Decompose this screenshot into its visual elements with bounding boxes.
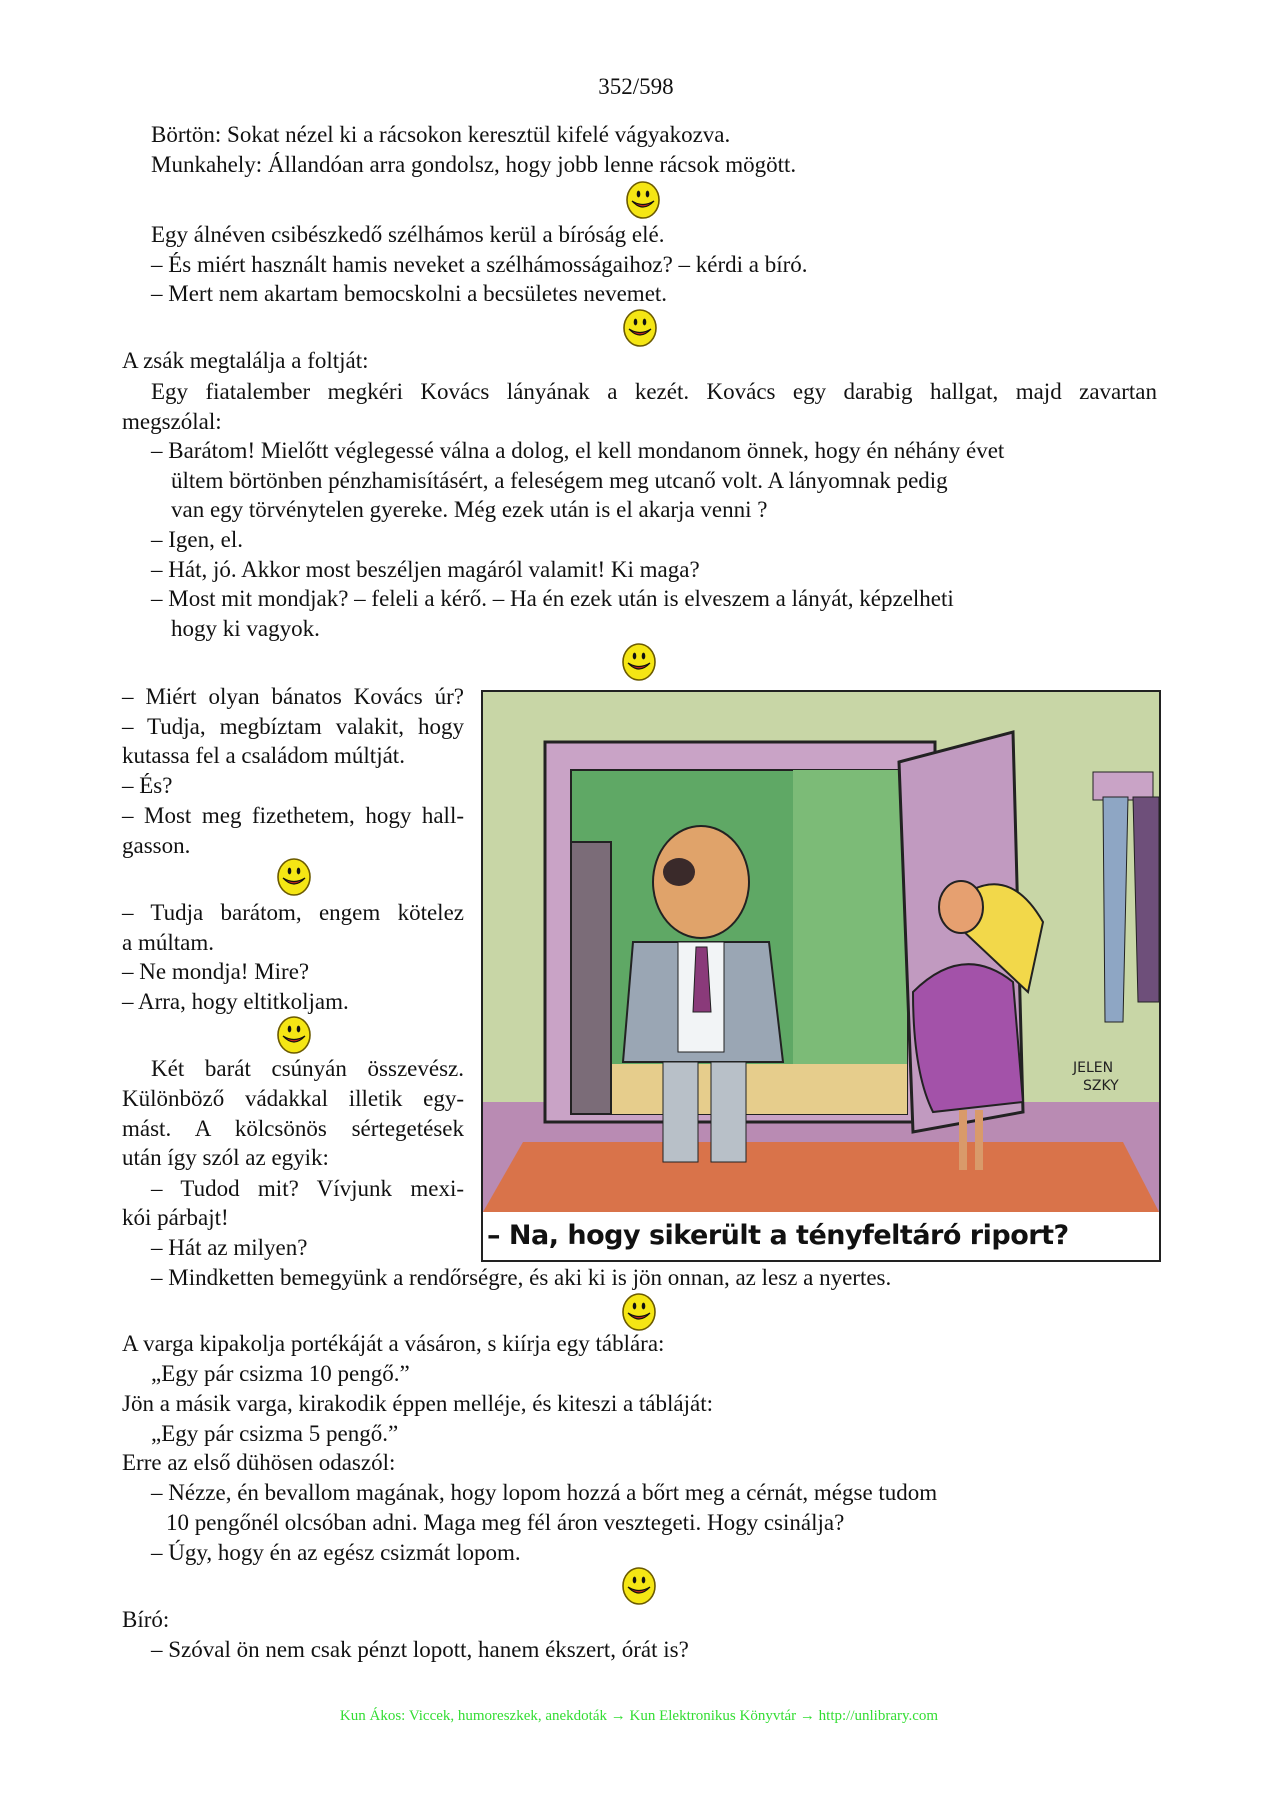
text-line: Bíró: [122, 1607, 170, 1632]
text-line: – Most meg fizethetem, hogy hall- [122, 803, 464, 828]
text-line: „Egy pár csizma 5 pengő.” [151, 1421, 399, 1446]
text-line: Börtön: Sokat nézel ki a rácsokon keresztül kifelé vágyakozva. [151, 122, 731, 147]
text-line: – Hát, jó. Akkor most beszéljen magáról valamit! Ki maga? [151, 557, 700, 582]
text-line: – Barátom! Mielőtt véglegessé válna a dolog, el kell mondanom önnek, hogy én néhány évet [151, 438, 1005, 463]
text-line: – Mert nem akartam bemocskolni a becsületes nevemet. [151, 281, 668, 306]
text-line: 10 pengőnél olcsóban adni. Maga meg fél áron vesztegeti. Hogy csinálja? [166, 1510, 845, 1535]
text-line: gasson. [122, 833, 191, 858]
smiley-icon [621, 642, 657, 682]
text-line: mást. A kölcsönös sértegetések [122, 1116, 464, 1141]
text-line: Különböző vádakkal illetik egy- [122, 1086, 464, 1111]
text-line: Munkahely: Állandóan arra gondolsz, hogy jobb lenne rácsok mögött. [151, 152, 797, 177]
text-line: a múltam. [122, 930, 214, 955]
text-line: – Arra, hogy eltitkoljam. [122, 989, 349, 1014]
text-line: – Most mit mondjak? – feleli a kérő. – Ha én ezek után is elveszem a lányát, képzelheti [151, 586, 954, 611]
text-line: Egy fiatalember megkéri Kovács lányának a kezét. Kovács egy darabig hallgat, majd zavartan [151, 379, 1157, 404]
cartoon-caption: – Na, hogy sikerült a tényfeltáró riport? [483, 1212, 1159, 1260]
text-line: Két barát csúnyán összevész. [151, 1056, 464, 1081]
text-line: Egy álnéven csibészkedő szélhámos kerül a bíróság elé. [151, 222, 665, 247]
text-line: – Szóval ön nem csak pénzt lopott, hanem ékszert, órát is? [151, 1637, 689, 1662]
text-line: után így szól az egyik: [122, 1145, 329, 1170]
text-line: megszólal: [122, 409, 222, 434]
text-line: van egy törvénytelen gyereke. Még ezek után is el akarja venni ? [171, 497, 768, 522]
smiley-icon [276, 1015, 312, 1055]
text-line: kói párbajt! [122, 1205, 229, 1230]
text-line: A zsák megtalálja a foltját: [122, 348, 369, 373]
smiley-icon [622, 308, 658, 348]
text-line: – Ne mondja! Mire? [122, 959, 310, 984]
text-line: – Tudja barátom, engem kötelez [122, 900, 464, 925]
text-line: – Miért olyan bánatos Kovács úr? [122, 684, 464, 709]
svg-text:SZKY: SZKY [1083, 1078, 1119, 1094]
smiley-icon [621, 1292, 657, 1332]
text-line: – Igen, el. [151, 527, 243, 552]
text-line: hogy ki vagyok. [171, 616, 320, 641]
text-line: A varga kipakolja portékáját a vásáron, s kiírja egy táblára: [122, 1331, 665, 1356]
smiley-icon [625, 180, 661, 220]
text-line: – Nézze, én bevallom magának, hogy lopom hozzá a bőrt meg a cérnát, mégse tudom [151, 1480, 938, 1505]
footer-link[interactable]: Kun Ákos: Viccek, humoreszkek, anekdoták → Kun Elektronikus Könyvtár → http://unlibrary.com [339, 1708, 939, 1724]
text-line: kutassa fel a családom múltját. [122, 743, 405, 768]
text-line: – Úgy, hogy én az egész csizmát lopom. [151, 1540, 521, 1565]
text-line: Jön a másik varga, kirakodik éppen melléje, és kiteszi a tábláját: [122, 1391, 713, 1416]
cartoon-image [481, 690, 1161, 1262]
smiley-icon [276, 857, 312, 897]
text-line: Erre az első dühösen odaszól: [122, 1450, 396, 1475]
text-line: „Egy pár csizma 10 pengő.” [151, 1361, 410, 1386]
text-line: – Tudja, megbíztam valakit, hogy [122, 714, 464, 739]
text-line: ültem börtönben pénzhamisításért, a feleségem meg utcanő volt. A lányomnak pedig [171, 468, 948, 493]
text-line: – És miért használt hamis neveket a szélhámosságaihoz? – kérdi a bíró. [151, 252, 808, 277]
smiley-icon [621, 1566, 657, 1606]
cartoon-drawing [483, 692, 1159, 1212]
page-number: 352/598 [598, 74, 674, 99]
text-line: – Tudod mit? Vívjunk mexi- [151, 1176, 464, 1201]
text-line: – Hát az milyen? [151, 1235, 308, 1260]
text-line: – És? [122, 773, 173, 798]
cartoon-signature: JELEN [1073, 1060, 1114, 1076]
text-line: – Mindketten bemegyünk a rendőrségre, és aki ki is jön onnan, az lesz a nyertes. [151, 1265, 892, 1290]
